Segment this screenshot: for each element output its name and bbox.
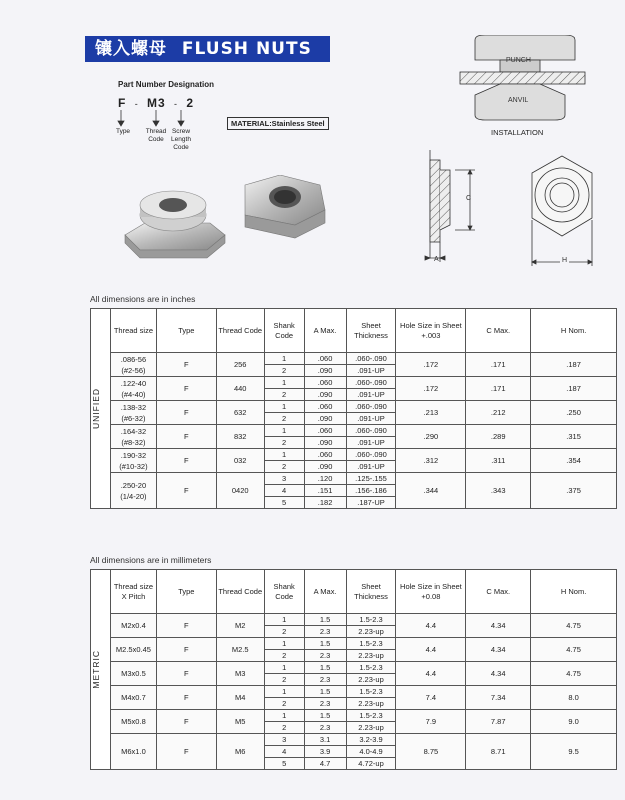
sheet-thickness-cell: .060-.090 <box>346 449 396 461</box>
a-max-cell: 2.3 <box>304 698 346 710</box>
shank-code-cell: 2 <box>264 413 304 425</box>
pn-sep: - <box>134 99 139 109</box>
table-row <box>91 710 617 722</box>
thread-code-cell: M5 <box>216 710 264 734</box>
type-cell: F <box>156 686 216 710</box>
shank-code-cell: 1 <box>264 614 304 626</box>
thread-code-cell: 832 <box>216 425 264 449</box>
thread-size-cell: .164-32 (#8-32) <box>110 425 156 449</box>
thread-size-cell: .138-32 (#6-32) <box>110 401 156 425</box>
table-row <box>91 662 617 674</box>
hole-size-cell: .172 <box>396 353 466 377</box>
sheet-thickness-cell: .091-UP <box>346 389 396 401</box>
c-max-cell: 7.87 <box>466 710 531 734</box>
a-max-cell: .060 <box>304 353 346 365</box>
shank-code-cell: 1 <box>264 686 304 698</box>
a-max-cell: 2.3 <box>304 722 346 734</box>
thread-code-cell: 632 <box>216 401 264 425</box>
a-max-cell: 1.5 <box>304 662 346 674</box>
a-max-cell: .151 <box>304 485 346 497</box>
unified-note: All dimensions are in inches <box>90 294 196 304</box>
shank-code-cell: 2 <box>264 461 304 473</box>
shank-code-cell: 1 <box>264 377 304 389</box>
punch-label: PUNCH <box>506 57 531 64</box>
shank-code-cell: 1 <box>264 638 304 650</box>
sheet-thickness-cell: .091-UP <box>346 461 396 473</box>
sheet-thickness-cell: 1.5-2.3 <box>346 662 396 674</box>
h-nom-cell: 9.0 <box>531 710 617 734</box>
metric-note: All dimensions are in millimeters <box>90 555 212 565</box>
type-cell: F <box>156 734 216 770</box>
sheet-thickness-cell: 1.5-2.3 <box>346 686 396 698</box>
hole-size-cell: 4.4 <box>396 638 466 662</box>
sheet-thickness-cell: .156-.186 <box>346 485 396 497</box>
table-row <box>91 401 617 413</box>
header-row <box>91 570 617 614</box>
sheet-thickness-cell: .060-.090 <box>346 377 396 389</box>
column-header: Shank Code <box>264 570 304 614</box>
column-header: Thread size <box>110 309 156 353</box>
column-header: Hole Size in Sheet +.003 <box>396 309 466 353</box>
table-row <box>91 734 617 746</box>
dim-a-label: A <box>434 256 439 263</box>
column-header: Thread Code <box>216 570 264 614</box>
material-box: MATERIAL:Stainless Steel <box>227 117 329 130</box>
a-max-cell: 2.3 <box>304 626 346 638</box>
sheet-thickness-cell: .060-.090 <box>346 353 396 365</box>
shank-code-cell: 1 <box>264 353 304 365</box>
part-number-label: Part Number Designation <box>118 80 215 89</box>
shank-code-cell: 1 <box>264 710 304 722</box>
thread-size-cell: M3x0.5 <box>110 662 156 686</box>
h-nom-cell: 4.75 <box>531 638 617 662</box>
column-header: Thread Code <box>216 309 264 353</box>
a-max-cell: 2.3 <box>304 674 346 686</box>
column-header: H Nom. <box>531 309 617 353</box>
sheet-thickness-cell: .060-.090 <box>346 425 396 437</box>
a-max-cell: 4.7 <box>304 758 346 770</box>
shank-code-cell: 2 <box>264 674 304 686</box>
type-caption: Type <box>115 128 131 135</box>
h-nom-cell: 4.75 <box>531 662 617 686</box>
sheet-thickness-cell: 4.0-4.9 <box>346 746 396 758</box>
sheet-thickness-cell: 3.2-3.9 <box>346 734 396 746</box>
a-max-cell: .090 <box>304 365 346 377</box>
hole-size-cell: 4.4 <box>396 662 466 686</box>
title-chinese: 镶入螺母 <box>95 39 167 59</box>
shank-code-cell: 1 <box>264 401 304 413</box>
table-row <box>91 377 617 389</box>
shank-code-cell: 2 <box>264 722 304 734</box>
h-nom-cell: 4.75 <box>531 614 617 638</box>
hole-size-cell: .344 <box>396 473 466 509</box>
type-cell: F <box>156 449 216 473</box>
thread-code-cell: M2.5 <box>216 638 264 662</box>
side-label-cell: UNIFIED <box>91 309 111 509</box>
pn-thread: M3 <box>147 96 166 110</box>
thread-code-cell: 440 <box>216 377 264 401</box>
h-nom-cell: .250 <box>531 401 617 425</box>
sheet-thickness-cell: 2.23-up <box>346 650 396 662</box>
length-caption: Screw Length Code <box>171 128 191 151</box>
side-view-drawing <box>415 150 485 275</box>
a-max-cell: 3.9 <box>304 746 346 758</box>
thread-code-cell: 256 <box>216 353 264 377</box>
thread-code-cell: M4 <box>216 686 264 710</box>
thread-size-cell: .086-56 (#2-56) <box>110 353 156 377</box>
shank-code-cell: 2 <box>264 365 304 377</box>
thread-size-cell: .122-40 (#4-40) <box>110 377 156 401</box>
column-header: H Nom. <box>531 570 617 614</box>
thread-code-cell: 0420 <box>216 473 264 509</box>
hole-size-cell: 7.4 <box>396 686 466 710</box>
type-cell: F <box>156 710 216 734</box>
a-max-cell: .182 <box>304 497 346 509</box>
column-header: C Max. <box>466 570 531 614</box>
thread-size-cell: M4x0.7 <box>110 686 156 710</box>
sheet-thickness-cell: .187-UP <box>346 497 396 509</box>
a-max-cell: 2.3 <box>304 650 346 662</box>
column-header: Shank Code <box>264 309 304 353</box>
c-max-cell: 7.34 <box>466 686 531 710</box>
anvil-label: ANVIL <box>508 97 529 104</box>
shank-code-cell: 3 <box>264 734 304 746</box>
table-row <box>91 353 617 365</box>
table-row <box>91 425 617 437</box>
c-max-cell: .171 <box>466 353 531 377</box>
type-cell: F <box>156 377 216 401</box>
type-cell: F <box>156 614 216 638</box>
column-header: C Max. <box>466 309 531 353</box>
a-max-cell: .060 <box>304 377 346 389</box>
a-max-cell: .090 <box>304 413 346 425</box>
h-nom-cell: 9.5 <box>531 734 617 770</box>
sheet-thickness-cell: .091-UP <box>346 413 396 425</box>
hole-size-cell: .312 <box>396 449 466 473</box>
table-row <box>91 638 617 650</box>
table-row <box>91 614 617 626</box>
c-max-cell: 4.34 <box>466 662 531 686</box>
shank-code-cell: 2 <box>264 389 304 401</box>
c-max-cell: 4.34 <box>466 638 531 662</box>
shank-code-cell: 2 <box>264 437 304 449</box>
installation-caption: INSTALLATION <box>491 128 544 137</box>
column-header: Hole Size in Sheet +0.08 <box>396 570 466 614</box>
thread-size-cell: M2.5x0.45 <box>110 638 156 662</box>
hole-size-cell: 8.75 <box>396 734 466 770</box>
a-max-cell: .090 <box>304 461 346 473</box>
a-max-cell: .090 <box>304 389 346 401</box>
thread-size-cell: M2x0.4 <box>110 614 156 638</box>
shank-code-cell: 1 <box>264 662 304 674</box>
sheet-thickness-cell: 2.23-up <box>346 722 396 734</box>
c-max-cell: .343 <box>466 473 531 509</box>
pn-type: F <box>118 96 127 110</box>
shank-code-cell: 1 <box>264 449 304 461</box>
column-header: A Max. <box>304 309 346 353</box>
thread-size-cell: M6x1.0 <box>110 734 156 770</box>
c-max-cell: .212 <box>466 401 531 425</box>
sheet-thickness-cell: 1.5-2.3 <box>346 638 396 650</box>
sheet-thickness-cell: 1.5-2.3 <box>346 710 396 722</box>
dim-h-label: H <box>562 257 568 264</box>
h-nom-cell: .187 <box>531 353 617 377</box>
metric-spec-table <box>90 569 617 770</box>
sheet-thickness-cell: .060-.090 <box>346 401 396 413</box>
shank-code-cell: 4 <box>264 485 304 497</box>
column-header: Type <box>156 309 216 353</box>
a-max-cell: .060 <box>304 449 346 461</box>
c-max-cell: .171 <box>466 377 531 401</box>
column-header: Sheet Thickness <box>346 309 396 353</box>
a-max-cell: .090 <box>304 437 346 449</box>
h-nom-cell: .375 <box>531 473 617 509</box>
sheet-thickness-cell: .125-.155 <box>346 473 396 485</box>
c-max-cell: 4.34 <box>466 614 531 638</box>
hole-size-cell: 7.9 <box>396 710 466 734</box>
unified-spec-table <box>90 308 617 509</box>
a-max-cell: 3.1 <box>304 734 346 746</box>
sheet-thickness-cell: 2.23-up <box>346 698 396 710</box>
flush-nut-photo <box>115 175 335 275</box>
dim-c-label: C <box>466 195 472 202</box>
shank-code-cell: 2 <box>264 626 304 638</box>
column-header: Thread size X Pitch <box>110 570 156 614</box>
side-label-cell: METRIC <box>91 570 111 770</box>
shank-code-cell: 2 <box>264 698 304 710</box>
hole-size-cell: .213 <box>396 401 466 425</box>
thread-caption: Thread Code <box>145 128 167 143</box>
a-max-cell: .120 <box>304 473 346 485</box>
sheet-thickness-cell: .091-UP <box>346 365 396 377</box>
sheet-thickness-cell: 2.23-up <box>346 674 396 686</box>
table-row <box>91 449 617 461</box>
thread-size-cell: M5x0.8 <box>110 710 156 734</box>
a-max-cell: .060 <box>304 425 346 437</box>
a-max-cell: 1.5 <box>304 638 346 650</box>
table-row <box>91 473 617 485</box>
thread-code-cell: M6 <box>216 734 264 770</box>
pn-arrows <box>115 110 195 130</box>
a-max-cell: .060 <box>304 401 346 413</box>
pn-length: 2 <box>186 96 195 110</box>
shank-code-cell: 2 <box>264 650 304 662</box>
c-max-cell: .311 <box>466 449 531 473</box>
sheet-thickness-cell: 1.5-2.3 <box>346 614 396 626</box>
column-header: Sheet Thickness <box>346 570 396 614</box>
shank-code-cell: 5 <box>264 497 304 509</box>
shank-code-cell: 3 <box>264 473 304 485</box>
shank-code-cell: 1 <box>264 425 304 437</box>
thread-code-cell: M3 <box>216 662 264 686</box>
h-nom-cell: .354 <box>531 449 617 473</box>
c-max-cell: 8.71 <box>466 734 531 770</box>
title-english: FLUSH NUTS <box>181 39 312 59</box>
h-nom-cell: 8.0 <box>531 686 617 710</box>
type-cell: F <box>156 473 216 509</box>
type-cell: F <box>156 662 216 686</box>
shank-code-cell: 4 <box>264 746 304 758</box>
c-max-cell: .289 <box>466 425 531 449</box>
sheet-thickness-cell: .091-UP <box>346 437 396 449</box>
hole-size-cell: .172 <box>396 377 466 401</box>
a-max-cell: 1.5 <box>304 614 346 626</box>
sheet-thickness-cell: 2.23-up <box>346 626 396 638</box>
thread-size-cell: .190-32 (#10-32) <box>110 449 156 473</box>
type-cell: F <box>156 638 216 662</box>
header-row <box>91 309 617 353</box>
h-nom-cell: .187 <box>531 377 617 401</box>
thread-code-cell: 032 <box>216 449 264 473</box>
shank-code-cell: 5 <box>264 758 304 770</box>
pn-sep: - <box>174 99 179 109</box>
top-view-drawing <box>522 148 602 273</box>
page-title <box>85 36 330 62</box>
column-header: Type <box>156 570 216 614</box>
type-cell: F <box>156 425 216 449</box>
thread-size-cell: .250-20 (1/4-20) <box>110 473 156 509</box>
sheet-thickness-cell: 4.72-up <box>346 758 396 770</box>
h-nom-cell: .315 <box>531 425 617 449</box>
hole-size-cell: 4.4 <box>396 614 466 638</box>
a-max-cell: 1.5 <box>304 710 346 722</box>
installation-diagram <box>455 35 590 130</box>
type-cell: F <box>156 353 216 377</box>
part-number-example <box>118 96 194 110</box>
table-row <box>91 686 617 698</box>
a-max-cell: 1.5 <box>304 686 346 698</box>
type-cell: F <box>156 401 216 425</box>
hole-size-cell: .290 <box>396 425 466 449</box>
thread-code-cell: M2 <box>216 614 264 638</box>
column-header: A Max. <box>304 570 346 614</box>
